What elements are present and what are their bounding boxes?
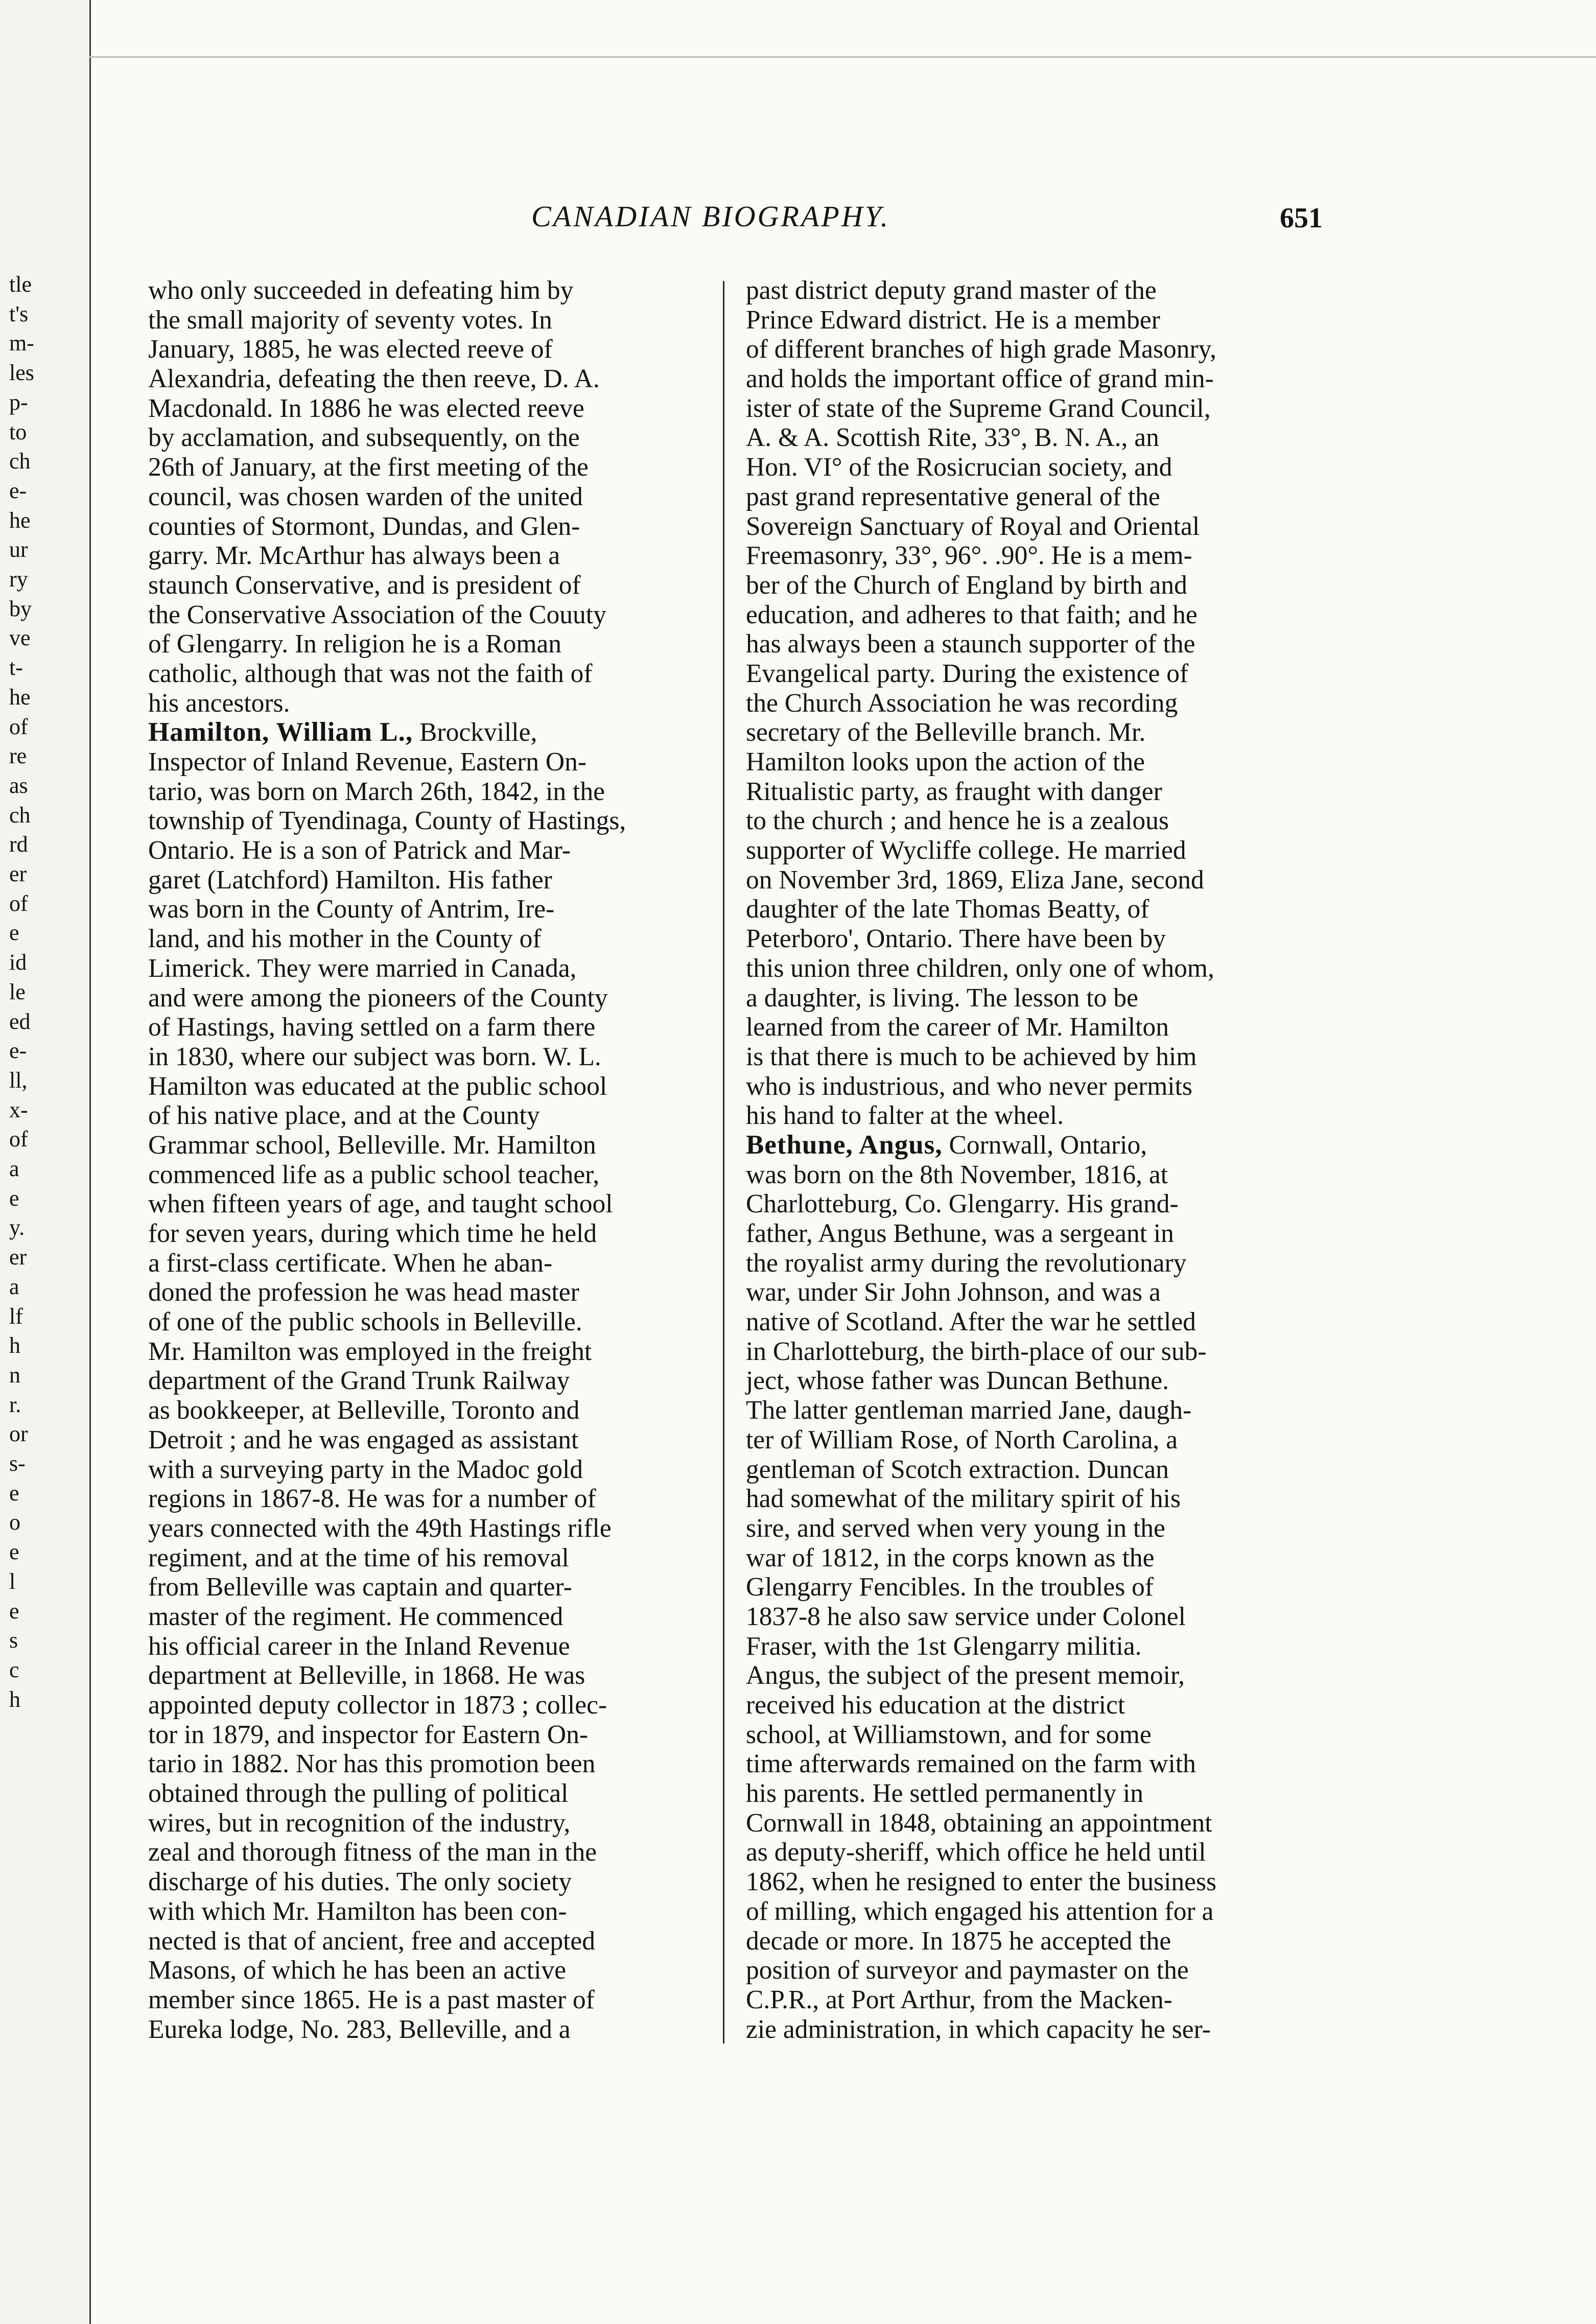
text-line: discharge of his duties. The only society bbox=[148, 1867, 572, 1897]
text-line: Freemasonry, 33°, 96°. .90°. He is a mem- bbox=[746, 541, 1192, 571]
text-line: for seven years, during which time he held bbox=[148, 1219, 597, 1248]
text-line: catholic, although that was not the faith of bbox=[148, 659, 593, 688]
text-line: Macdonald. In 1886 he was elected reeve bbox=[148, 393, 584, 423]
adjacent-page-fragment: ve bbox=[9, 625, 31, 651]
left-column bbox=[148, 276, 715, 2044]
adjacent-page-fragment: lf bbox=[9, 1303, 23, 1329]
text-line: garry. Mr. McArthur has always been a bbox=[148, 541, 560, 571]
text-line: in 1830, where our subject was born. W. L. bbox=[148, 1042, 601, 1071]
text-line: regions in 1867-8. He was for a number of bbox=[148, 1484, 596, 1514]
text-line: ject, whose father was Duncan Bethune. bbox=[746, 1366, 1169, 1396]
adjacent-page-fragment: le bbox=[9, 979, 26, 1004]
text-line: supporter of Wycliffe college. He married bbox=[746, 836, 1186, 865]
text-line: C.P.R., at Port Arthur, from the Macken- bbox=[746, 1985, 1172, 2014]
text-line: Prince Edward district. He is a member bbox=[746, 305, 1160, 335]
text-line: Limerick. They were married in Canada, bbox=[148, 953, 577, 983]
adjacent-page-fragment: ll, bbox=[9, 1067, 28, 1093]
text-line: of different branches of high grade Masonry, bbox=[746, 335, 1216, 364]
adjacent-page-fragment: e bbox=[9, 1539, 19, 1565]
text-line: commenced life as a public school teacher, bbox=[148, 1160, 600, 1189]
text-line: position of surveyor and paymaster on the bbox=[746, 1956, 1189, 1985]
text-line: Fraser, with the 1st Glengarry militia. bbox=[746, 1631, 1142, 1661]
adjacent-page-fragment: to bbox=[9, 419, 27, 444]
adjacent-page-fragment: by bbox=[9, 596, 32, 621]
text-line: as deputy-sheriff, which office he held until bbox=[746, 1838, 1206, 1867]
text-line: obtained through the pulling of political bbox=[148, 1779, 569, 1809]
right-column bbox=[746, 276, 1313, 2044]
text-line: township of Tyendinaga, County of Hastings, bbox=[148, 806, 626, 836]
text-line: by acclamation, and subsequently, on the bbox=[148, 423, 580, 453]
text-line: time afterwards remained on the farm with bbox=[746, 1749, 1196, 1779]
adjacent-page-fragment: n bbox=[9, 1362, 20, 1388]
adjacent-page-fragment: e bbox=[9, 1185, 19, 1211]
text-line: Eureka lodge, No. 283, Belleville, and a bbox=[148, 2014, 571, 2044]
text-line: from Belleville was captain and quarter- bbox=[148, 1572, 572, 1602]
text-line: Sovereign Sanctuary of Royal and Oriental bbox=[746, 511, 1200, 541]
adjacent-page-fragment: ed bbox=[9, 1008, 31, 1034]
adjacent-page-fragment: a bbox=[9, 1274, 19, 1299]
text-line: years connected with the 49th Hastings rifle bbox=[148, 1513, 612, 1543]
text-line: was born on the 8th November, 1816, at bbox=[746, 1160, 1168, 1189]
text-line: decade or more. In 1875 he accepted the bbox=[746, 1926, 1171, 1956]
text-line: of one of the public schools in Belleville. bbox=[148, 1307, 582, 1337]
text-line: doned the profession he was head master bbox=[148, 1278, 579, 1307]
text-line: appointed deputy collector in 1873 ; collec- bbox=[148, 1691, 607, 1720]
adjacent-page-fragment: p- bbox=[9, 389, 28, 415]
text-line: with a surveying party in the Madoc gold bbox=[148, 1454, 583, 1484]
text-line: zeal and thorough fitness of the man in the bbox=[148, 1838, 597, 1867]
adjacent-page-fragment: y. bbox=[9, 1215, 25, 1240]
text-line: and were among the pioneers of the County bbox=[148, 983, 608, 1013]
text-line: of milling, which engaged his attention for a bbox=[746, 1896, 1214, 1926]
text-line: Evangelical party. During the existence of bbox=[746, 659, 1189, 688]
text-line: a daughter, is living. The lesson to be bbox=[746, 983, 1138, 1013]
text-line: wires, but in recognition of the industry, bbox=[148, 1808, 571, 1838]
text-line: ber of the Church of England by birth and bbox=[746, 570, 1187, 600]
text-line: A. & A. Scottish Rite, 33°, B. N. A., an bbox=[746, 423, 1159, 453]
text-line bbox=[746, 1131, 1313, 1160]
text-line: his ancestors. bbox=[148, 688, 290, 718]
text-line: secretary of the Belleville branch. Mr. bbox=[746, 718, 1146, 747]
text-line: to the church ; and hence he is a zealous bbox=[746, 806, 1169, 836]
adjacent-page-fragment: of bbox=[9, 890, 28, 916]
text-line: sire, and served when very young in the bbox=[746, 1513, 1165, 1543]
text-line: nected is that of ancient, free and accepted bbox=[148, 1926, 596, 1956]
text-line: Grammar school, Belleville. Mr. Hamilton bbox=[148, 1130, 596, 1160]
text-line: his official career in the Inland Revenue bbox=[148, 1631, 570, 1661]
text-line: 26th of January, at the first meeting of the bbox=[148, 453, 589, 482]
text-line: 1837-8 he also saw service under Colonel bbox=[746, 1602, 1186, 1631]
text-line: Detroit ; and he was engaged as assistant bbox=[148, 1425, 579, 1454]
top-rule bbox=[89, 56, 1596, 58]
text-line: has always been a staunch supporter of the bbox=[746, 629, 1195, 659]
text-line: his parents. He settled permanently in bbox=[746, 1779, 1144, 1809]
text-line: ter of William Rose, of North Carolina, a bbox=[746, 1425, 1178, 1454]
text-line: his hand to falter at the wheel. bbox=[746, 1101, 1064, 1131]
text-line: was born in the County of Antrim, Ire- bbox=[148, 895, 555, 924]
adjacent-page-fragment: x- bbox=[9, 1097, 28, 1122]
text-line: of his native place, and at the County bbox=[148, 1101, 540, 1131]
text-line: Peterboro', Ontario. There have been by bbox=[746, 924, 1166, 954]
adjacent-page-fragment: er bbox=[9, 1245, 27, 1270]
text-line: Alexandria, defeating the then reeve, D. A. bbox=[148, 364, 600, 394]
adjacent-page-fragment: a bbox=[9, 1156, 19, 1181]
text-line: department at Belleville, in 1868. He was bbox=[148, 1661, 585, 1691]
running-title: CANADIAN BIOGRAPHY. bbox=[531, 200, 890, 233]
text-line: zie administration, in which capacity he ser- bbox=[746, 2014, 1211, 2044]
adjacent-page-fragment: m- bbox=[9, 331, 34, 356]
text-line: council, was chosen warden of the united bbox=[148, 482, 583, 511]
text-line: received his education at the district bbox=[746, 1691, 1125, 1720]
adjacent-page-fragment: re bbox=[9, 743, 27, 769]
text-line: education, and adheres to that faith; and he bbox=[746, 600, 1198, 629]
text-line: with which Mr. Hamilton has been con- bbox=[148, 1896, 567, 1926]
text-line: when fifteen years of age, and taught school bbox=[148, 1189, 613, 1219]
text-line: war of 1812, in the corps known as the bbox=[746, 1543, 1155, 1572]
adjacent-page-fragment: ry bbox=[9, 567, 28, 592]
text-line: the Church Association he was recording bbox=[746, 688, 1178, 718]
text-line: native of Scotland. After the war he settled bbox=[746, 1307, 1196, 1337]
text-line: in Charlotteburg, the birth-place of our sub- bbox=[746, 1336, 1207, 1366]
text-line: Masons, of which he has been an active bbox=[148, 1956, 567, 1985]
text-line: counties of Stormont, Dundas, and Glen- bbox=[148, 511, 580, 541]
text-line: a first-class certificate. When he aban- bbox=[148, 1248, 553, 1278]
adjacent-page-strip bbox=[0, 0, 91, 2324]
text-line: this union three children, only one of whom, bbox=[746, 953, 1214, 983]
text-line: ister of state of the Supreme Grand Council, bbox=[746, 393, 1211, 423]
text-line: Cornwall in 1848, obtaining an appointment bbox=[746, 1808, 1212, 1838]
text-line: father, Angus Bethune, was a sergeant in bbox=[746, 1219, 1174, 1248]
entry-name-heading: Hamilton, William L., bbox=[148, 717, 413, 747]
text-line: the small majority of seventy votes. In bbox=[148, 305, 552, 335]
adjacent-page-fragment: or bbox=[9, 1421, 28, 1447]
adjacent-page-fragment: as bbox=[9, 772, 28, 798]
text-line: Hamilton was educated at the public school bbox=[148, 1071, 607, 1101]
text-line: member since 1865. He is a past master of bbox=[148, 1985, 595, 2014]
adjacent-page-fragment: h bbox=[9, 1333, 20, 1358]
adjacent-page-fragment: r. bbox=[9, 1392, 21, 1417]
text-line: Glengarry Fencibles. In the troubles of bbox=[746, 1572, 1154, 1602]
text-line: department of the Grand Trunk Railway bbox=[148, 1366, 570, 1396]
text-line: as bookkeeper, at Belleville, Toronto and bbox=[148, 1396, 580, 1425]
adjacent-page-fragment: les bbox=[9, 360, 34, 386]
text-line: past grand representative general of the bbox=[746, 482, 1160, 511]
text-line: of Hastings, having settled on a farm there bbox=[148, 1013, 596, 1042]
text-line: the Conservative Association of the Couuty bbox=[148, 600, 606, 629]
text-line: master of the regiment. He commenced bbox=[148, 1602, 564, 1631]
adjacent-page-fragment: e bbox=[9, 1480, 19, 1506]
adjacent-page-fragment: he bbox=[9, 507, 31, 533]
entry-location: Brockville, bbox=[413, 718, 537, 747]
text-line: Hon. VI° of the Rosicrucian society, and bbox=[746, 453, 1172, 482]
page-number: 651 bbox=[1280, 202, 1323, 234]
text-line: war, under Sir John Johnson, and was a bbox=[746, 1278, 1161, 1307]
adjacent-page-fragment: e bbox=[9, 920, 19, 946]
adjacent-page-fragment: er bbox=[9, 861, 27, 886]
text-line: staunch Conservative, and is president of bbox=[148, 570, 581, 600]
text-line: of Glengarry. In religion he is a Roman bbox=[148, 629, 561, 659]
entry-location: Cornwall, Ontario, bbox=[942, 1130, 1147, 1160]
text-line: had somewhat of the military spirit of his bbox=[746, 1484, 1181, 1514]
text-line: tario in 1882. Nor has this promotion been bbox=[148, 1749, 596, 1779]
text-line: who only succeeded in defeating him by bbox=[148, 276, 574, 305]
text-line: past district deputy grand master of the bbox=[746, 276, 1157, 305]
text-line: The latter gentleman married Jane, daugh- bbox=[746, 1396, 1192, 1425]
adjacent-page-fragment: ur bbox=[9, 537, 28, 562]
adjacent-page-fragment: tle bbox=[9, 272, 32, 297]
adjacent-page-fragment: h bbox=[9, 1686, 20, 1712]
adjacent-page-fragment: e- bbox=[9, 1038, 27, 1064]
text-line: tor in 1879, and inspector for Eastern On- bbox=[148, 1720, 588, 1749]
text-line bbox=[148, 718, 715, 747]
adjacent-page-fragment: t- bbox=[9, 655, 23, 680]
text-line: Charlotteburg, Co. Glengarry. His grand- bbox=[746, 1189, 1179, 1219]
adjacent-page-fragment: he bbox=[9, 684, 31, 710]
adjacent-page-fragment: l bbox=[9, 1568, 16, 1594]
text-line: school, at Williamstown, and for some bbox=[746, 1720, 1152, 1749]
adjacent-page-fragment: s bbox=[9, 1628, 18, 1653]
text-line: gentleman of Scotch extraction. Duncan bbox=[746, 1454, 1169, 1484]
text-line: daughter of the late Thomas Beatty, of bbox=[746, 895, 1149, 924]
adjacent-page-fragment: e bbox=[9, 1598, 19, 1624]
column-divider bbox=[723, 281, 724, 2044]
adjacent-page-fragment: e- bbox=[9, 478, 27, 503]
text-line: regiment, and at the time of his removal bbox=[148, 1543, 569, 1572]
adjacent-page-fragment: of bbox=[9, 714, 28, 739]
entry-name-heading: Bethune, Angus, bbox=[746, 1130, 943, 1160]
text-line: Inspector of Inland Revenue, Eastern On- bbox=[148, 747, 587, 777]
adjacent-page-fragment: o bbox=[9, 1510, 20, 1535]
text-line: on November 3rd, 1869, Eliza Jane, second bbox=[746, 865, 1204, 895]
text-line: Ontario. He is a son of Patrick and Mar- bbox=[148, 836, 571, 865]
text-line: and holds the important office of grand min- bbox=[746, 364, 1214, 394]
text-line: Mr. Hamilton was employed in the freight bbox=[148, 1336, 592, 1366]
text-line: is that there is much to be achieved by him bbox=[746, 1042, 1197, 1071]
text-line: garet (Latchford) Hamilton. His father bbox=[148, 865, 552, 895]
adjacent-page-fragment: ch bbox=[9, 802, 31, 828]
adjacent-page-fragment: ch bbox=[9, 449, 31, 474]
adjacent-page-fragment: t's bbox=[9, 301, 29, 326]
text-line: land, and his mother in the County of bbox=[148, 924, 542, 954]
text-line: tario, was born on March 26th, 1842, in the bbox=[148, 777, 605, 806]
adjacent-page-fragment: rd bbox=[9, 832, 28, 857]
text-line: Ritualistic party, as fraught with danger bbox=[746, 777, 1162, 806]
text-line: 1862, when he resigned to enter the business bbox=[746, 1867, 1217, 1897]
adjacent-page-fragment: id bbox=[9, 950, 27, 975]
text-line: learned from the career of Mr. Hamilton bbox=[746, 1013, 1169, 1042]
adjacent-page-fragment: c bbox=[9, 1657, 19, 1682]
text-line: Angus, the subject of the present memoir, bbox=[746, 1661, 1185, 1691]
adjacent-page-fragment: s- bbox=[9, 1451, 26, 1476]
text-line: Hamilton looks upon the action of the bbox=[746, 747, 1145, 777]
text-line: the royalist army during the revolutionary bbox=[746, 1248, 1187, 1278]
text-line: who is industrious, and who never permits bbox=[746, 1071, 1192, 1101]
adjacent-page-fragment: of bbox=[9, 1126, 28, 1152]
text-line: January, 1885, he was elected reeve of bbox=[148, 335, 553, 364]
